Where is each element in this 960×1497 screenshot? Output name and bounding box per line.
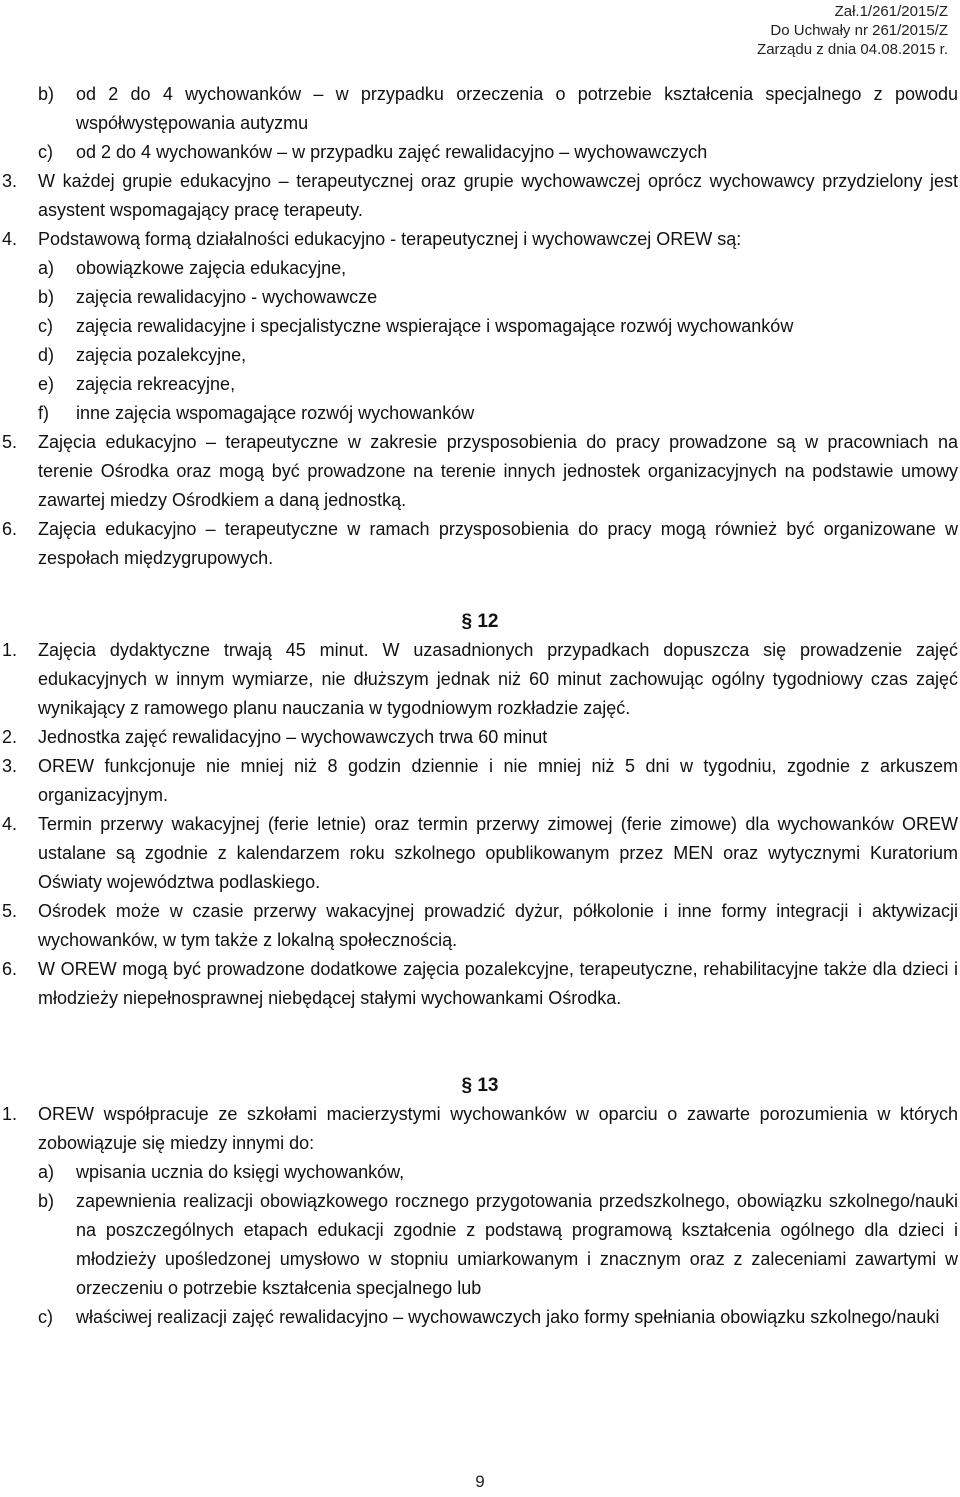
resolution-ref: Do Uchwały nr 261/2015/Z <box>770 22 948 39</box>
paragraph-item: 1. OREW współpracuje ze szkołami macierzystymi wychowanków w oparciu o zawarte porozumienia w których zobowiązuje się miedzy innymi do: <box>2 1104 958 1153</box>
list-item: c) od 2 do 4 wychowanków – w przypadku zajęć rewalidacyjno – wychowawczych <box>38 142 708 162</box>
section-12-list <box>0 636 960 1013</box>
list-item: a) obowiązkowe zajęcia edukacyjne, <box>38 258 347 278</box>
paragraph-item: 3. W każdej grupie edukacyjno – terapeutycznej oraz grupie wychowawczej oprócz wychowawcy przydzielony jest asystent wspomagający pracę terapeuty. <box>2 171 958 220</box>
list-item: b) od 2 do 4 wychowanków – w przypadku orzeczenia o potrzebie kształcenia specjalnego z powodu współwystępowania autyzmu <box>38 84 958 133</box>
paragraph-item: 3. OREW funkcjonuje nie mniej niż 8 godzin dziennie i nie mniej niż 5 dni w tygodniu, zgodnie z arkuszem organizacyjnym. <box>2 756 958 805</box>
list-item: a) wpisania ucznia do księgi wychowanków, <box>38 1162 405 1182</box>
obligations-list <box>0 1158 960 1332</box>
section-title-12: § 12 <box>461 611 499 632</box>
document-body <box>0 80 960 1332</box>
list-item: f) inne zajęcia wspomagające rozwój wychowanków <box>38 403 475 423</box>
list-item: c) właściwej realizacji zajęć rewalidacyjno – wychowawczych jako formy spełniania obowiązku szkolnego/nauki <box>38 1307 940 1327</box>
paragraph-item: 5. Zajęcia edukacyjno – terapeutyczne w zakresie przysposobienia do pracy prowadzone są w pracowniach na terenie Ośrodka oraz mogą być prowadzone na terenie innych jednostek organizacyjnych na podstawie umowy zawartej miedzy Ośrodkiem a daną jednostką. <box>2 432 958 510</box>
page-number: 9 <box>475 1472 485 1491</box>
list-item: b) zajęcia rewalidacyjno - wychowawcze <box>38 287 378 307</box>
paragraph-item: 4. Termin przerwy wakacyjnej (ferie letnie) oraz termin przerwy zimowej (ferie zimowe) dla wychowanków OREW ustalane są zgodnie z kalendarzem roku szkolnego opublikowanym przez MEN oraz wytycznymi Kuratorium Oświaty województwa podlaskiego. <box>2 814 958 892</box>
document-header <box>757 2 948 59</box>
attachment-ref: Zał.1/261/2015/Z <box>834 3 948 20</box>
paragraph-item: 6. Zajęcia edukacyjno – terapeutyczne w ramach przysposobienia do pracy mogą również być organizowane w zespołach międzygrupowych. <box>2 519 958 568</box>
section-title-13: § 13 <box>461 1075 499 1096</box>
paragraph-item: 6. W OREW mogą być prowadzone dodatkowe zajęcia pozalekcyjne, terapeutyczne, rehabilitacyjne także dla dzieci i młodzieży niepełnosprawnej niebędącej stałymi wychowankami Ośrodka. <box>2 959 958 1008</box>
activity-list <box>0 254 960 428</box>
paragraph-item: 4. Podstawową formą działalności edukacyjno - terapeutycznej i wychowawczej OREW są: <box>2 229 742 249</box>
paragraph-item: 2. Jednostka zajęć rewalidacyjno – wychowawczych trwa 60 minut <box>2 727 548 747</box>
paragraph-item: 5. Ośrodek może w czasie przerwy wakacyjnej prowadzić dyżur, półkolonie i inne formy integracji i aktywizacji wychowanków, w tym także z lokalną społecznością. <box>2 901 958 950</box>
list-item: b) zapewnienia realizacji obowiązkowego rocznego przygotowania przedszkolnego, obowiązku szkolnego/nauki na poszczególnych etapach edukacji zgodnie z podstawą programową kształcenia ogólnego dla dzieci i młodzieży upośledzonej umysłowo w stopniu umiarkowanym i znacznym oraz z zaleceniami zawartymi w orzeczeniu o potrzebie kształcenia specjalnego lub <box>38 1191 958 1298</box>
paragraph-item: 1. Zajęcia dydaktyczne trwają 45 minut. W uzasadnionych przypadkach dopuszcza się prowadzenie zajęć edukacyjnych w innym wymiarze, nie dłuższym jednak niż 60 minut zachowując ogólny tygodniowy czas zajęć wynikający z ramowego planu nauczania w tygodniowym rozkładzie zajęć. <box>2 640 958 718</box>
list-item: e) zajęcia rekreacyjne, <box>38 374 236 394</box>
list-item: d) zajęcia pozalekcyjne, <box>38 345 247 365</box>
board-date: Zarządu z dnia 04.08.2015 r. <box>757 41 948 58</box>
list-item: c) zajęcia rewalidacyjne i specjalistyczne wspierające i wspomagające rozwój wychowanków <box>38 316 794 336</box>
